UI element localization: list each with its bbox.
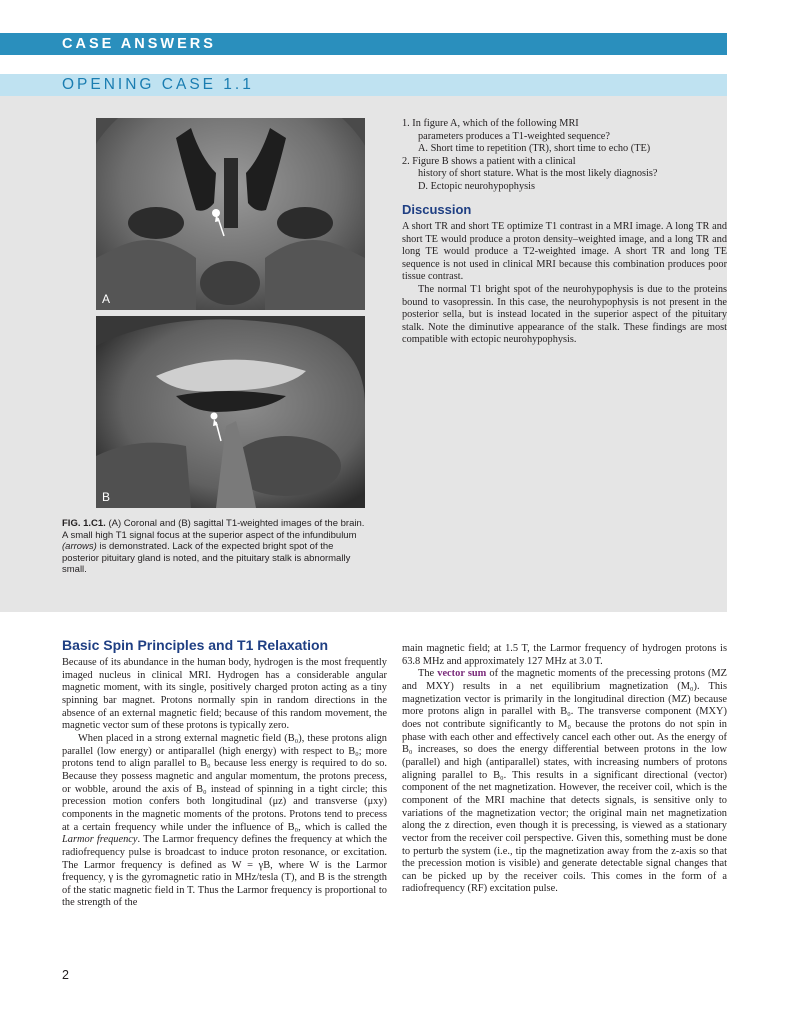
case-answers-banner — [0, 33, 727, 55]
discussion-heading: Discussion — [402, 202, 472, 217]
question-2-line-1: 2. Figure B shows a patient with a clinical — [402, 155, 576, 167]
caption-arrows: (arrows) — [62, 541, 97, 553]
question-1-line-2: parameters produces a T1-weighted sequence? — [418, 130, 610, 142]
case-title-banner — [0, 74, 727, 96]
page-number: 2 — [62, 968, 69, 982]
left-paragraph-2-start: When placed in a strong external magnetic field (B₀), these protons align parallel (low energy) or antiparallel (high energy) with respect to B₀; more protons tend to align parallel to B₀ because less energy is required to do so. Because they possess magnetic and angular momentum, the protons precess, or wobble, around the axis of B₀ instead of spinning in a tight circle; this precession motion confers both longitudinal (μz) and transverse (μxy) components in the magnetic moments of the protons. Protons tend to precess at a certain frequency while under the influence of B₀, which is called the — [62, 732, 387, 833]
answer-2: D. Ectopic neurohypophysis — [418, 180, 535, 192]
body-column-right — [402, 643, 727, 896]
question-2-line-2: history of short stature. What is the most likely diagnosis? — [418, 168, 658, 180]
right-paragraph-2-end: of the magnetic moments of the precessing protons (MZ and MXY) results in a net equilibrium magnetization (M₀). This magnetization vector is primarily in the longitudinal direction (MZ) because more protons align in parallel with B₀. The transverse component (MXY) does not contribute significantly to M₀ because the protons do not spin in phase with each other and effectively cancel each other out. As the energy of B₀ increases, so does the energy differential between protons in the low (parallel) and high (antiparallel) states, with increasing numbers of protons aligning parallel to B₀. This results in a significant directional (vector) component of the net magnetization. However, the receiver coil, which is the component of the MRI machine that detects signals, is sensitive only to variations of the magnetization vector; the original main net magnetization along the z direction, even though it is precessing, is viewed as a stationary vector from the receiver coil perspective. Given this, something must be done to perturb the system (i.e., tip the magnetization away from the z-axis so that the precession motion is visible) and generate detectable signal changes that can be picked up by the receiver coils. This comes in the form of a radiofrequency (RF) excitation pulse. — [402, 668, 727, 895]
left-paragraph-2 — [62, 733, 387, 910]
panel-label-b: B — [102, 490, 111, 504]
panel-label-a: A — [102, 292, 111, 306]
mri-sagittal-image — [96, 316, 365, 508]
right-paragraph-1: main magnetic field; at 1.5 T, the Larmor frequency of hydrogen protons is 63.8 MHz and approximately 127 MHz at 3.0 T. — [402, 643, 727, 667]
right-paragraph-2 — [402, 668, 727, 896]
discussion-paragraph-2: The normal T1 bright spot of the neurohypophysis is due to the proteins bound to vasopressin. In this case, the neurohypophysis is not present in the posterior sella, but is instead located in the superior aspect of the pituitary stalk. Note the diminutive appearance of the stalk. These findings are most compatible with ectopic neurohypophysis. — [402, 283, 727, 346]
mri-coronal-image — [96, 118, 365, 310]
left-paragraph-2-end: . The Larmor frequency defines the frequency at which the radiofrequency pulse is broadcast to induce proton resonance, or excitation. The Larmor frequency is defined as W = γB, where W is the Larmor frequency, γ is the gyromagnetic ratio in MHz/tesla (T), and B is the strength of the static magnetic field in T. Thus the Larmor frequency is proportional to the strength of the — [62, 834, 387, 909]
vector-sum-term: vector sum — [437, 668, 487, 680]
left-paragraph-1: Because of its abundance in the human body, hydrogen is the most frequently imaged nucleus in clinical MRI. Hydrogen has a considerable angular magnetic moment, with its single, positively charged proton acting as a tiny spinning bar magnet. Protons normally spin in random directions in the absence of an external magnetic field; because of this random movement, the magnetic vector sum of these protons is typically zero. — [62, 657, 387, 732]
caption-text-2: is demonstrated. Lack of the expected bright spot of the posterior pituitary gland is noted, and the pituitary stalk is abnormally small. — [62, 541, 351, 576]
case-title: OPENING CASE 1.1 — [62, 76, 254, 93]
section-title: CASE ANSWERS — [62, 36, 216, 52]
section-heading: Basic Spin Principles and T1 Relaxation — [62, 637, 329, 653]
larmor-frequency-term: Larmor frequency — [62, 834, 138, 846]
discussion-paragraph-1: A short TR and short TE optimize T1 contrast in a MRI image. A long TR and short TE would produce a proton density–weighted image, and a long TR and long TE would produce a T2-weighted image. A short TR and long TE sequence is not used in clinical MRI because this combination produces poor tissue contrast. — [402, 221, 727, 283]
body-column-left — [62, 657, 387, 910]
answer-1: A. Short time to repetition (TR), short time to echo (TE) — [418, 143, 651, 155]
right-paragraph-2-start: The — [418, 668, 438, 680]
question-1-line-1: 1. In figure A, which of the following MRI — [402, 118, 579, 129]
figure-caption — [62, 518, 372, 576]
coronal-brain-illustration — [96, 118, 365, 310]
figure-label: FIG. 1.C1. — [62, 518, 106, 529]
question-list — [402, 118, 727, 194]
discussion-text — [402, 221, 727, 347]
caption-text-1: (A) Coronal and (B) sagittal T1-weighted images of the brain. A small high T1 signal focus at the superior aspect of the infundibulum — [62, 518, 365, 541]
sagittal-brain-illustration — [96, 316, 365, 508]
